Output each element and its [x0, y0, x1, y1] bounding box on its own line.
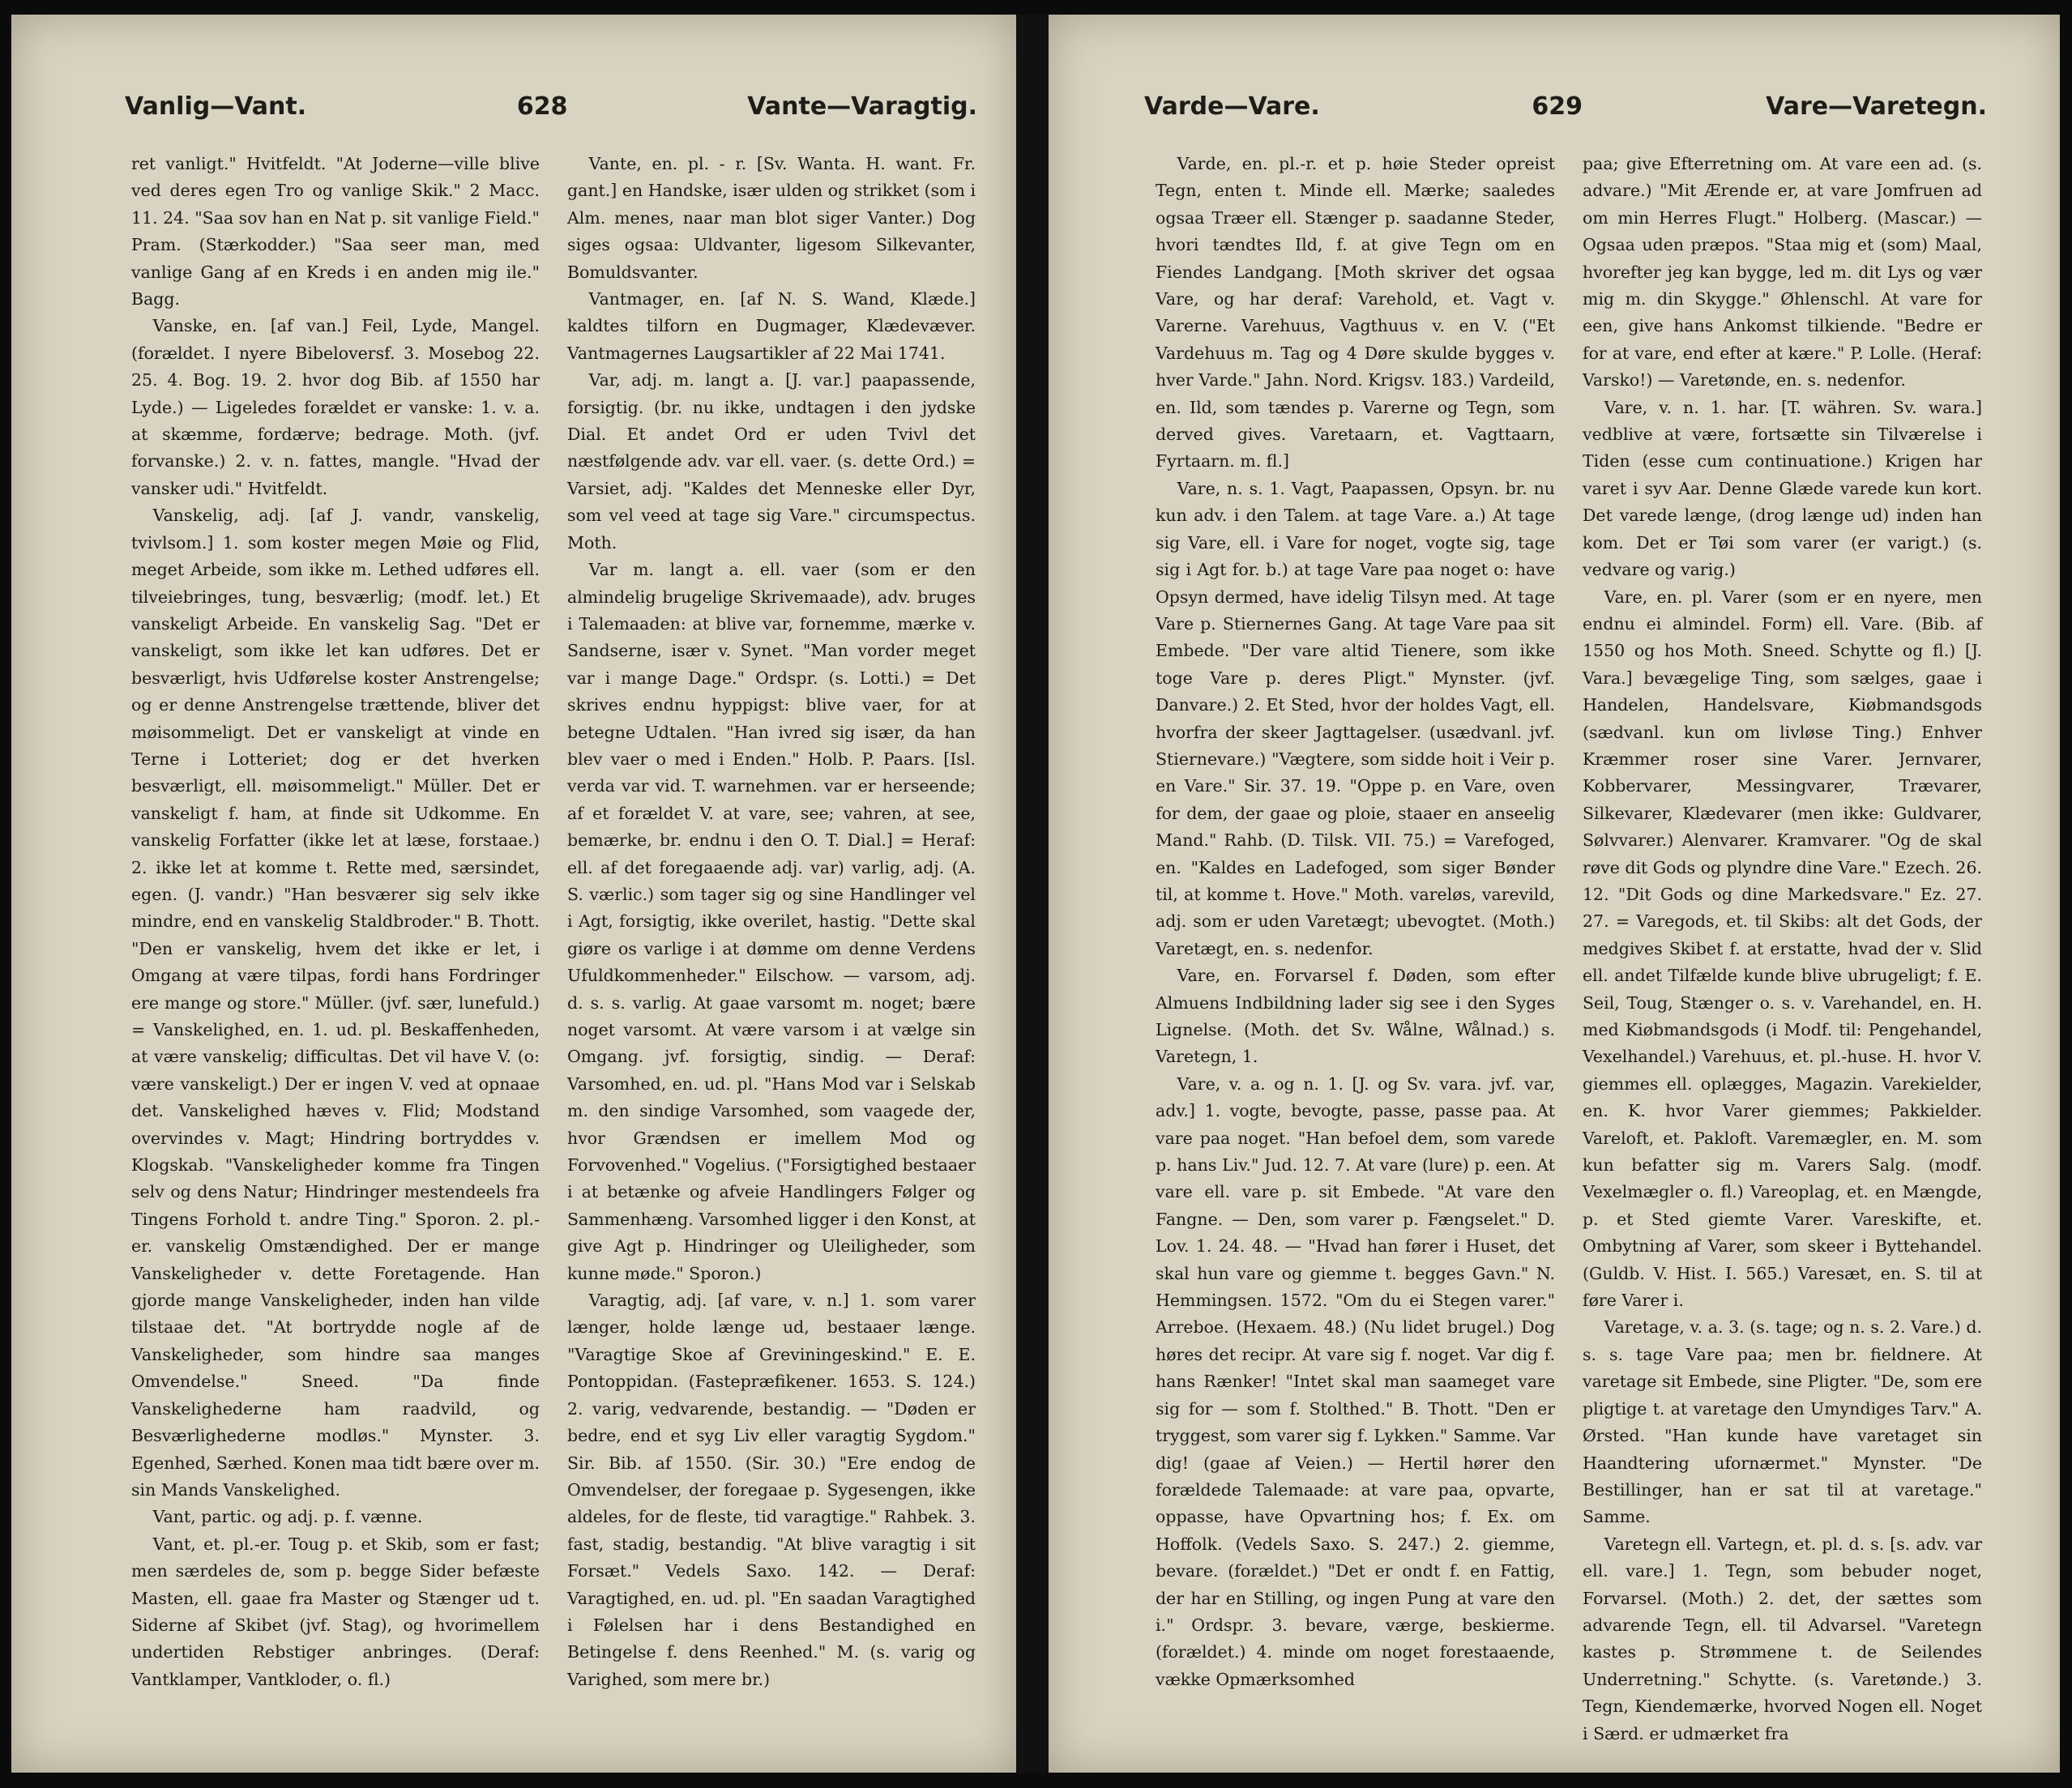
book-gutter [1016, 15, 1049, 1773]
right-page [1049, 15, 2060, 1773]
entry-paragraph: Vant, partic. og adj. p. f. vænne. [152, 1507, 423, 1527]
entry-paragraph: Vanske, en. [af van.] Feil, Lyde, Mangel. (forældet. I nyere Bibeloversf. 3. Mosebog 22. 25. 4. Bog. 19. 2. hvor dog Bib. af 1550 har Lyde.) — Ligeledes forældet er vanske: 1. v. a. at skæmme, fordærve; bedrage. Moth. (jvf. forvanske.) 2. v. n. fattes, mangle. "Hvad der vansker udi." Hvitfeldt. [131, 316, 540, 498]
left-page [11, 15, 1016, 1773]
left-header-guide-left: Vanlig—Vant. [125, 92, 307, 121]
entry-paragraph: Vare, en. Forvarsel f. Døden, som efter Almuens Indbildning lader sig see i den Syges Lignelse. (Moth. det Sv. Wålne, Wålnad.) s. Varetegn, 1. [1156, 966, 1555, 1067]
entry-paragraph: Vante, en. pl. - r. [Sv. Wanta. H. want. Fr. gant.] en Handske, især ulden og strikket (som i Alm. menes, naar man blot siger Vanter.) Dog siges ogsaa: Uldvanter, ligesom Silkevanter, Bomuldsvanter. [567, 154, 976, 282]
entry-paragraph: Varetegn ell. Vartegn, et. pl. d. s. [s. adv. var ell. vare.] 1. Tegn, som bebuder noget, Forvarsel. (Moth.) 2. det, der sættes som advarende Tegn, ell. til Advarsel. "Varetegn kastes p. Strømmene t. de Seilendes Underretning." Schytte. (s. Varetønde.) 3. Tegn, Kiendemærke, hvorved Nogen ell. Noget i Særd. er udmærket fra [1583, 1534, 1982, 1743]
left-header-guide-right: Vante—Varagtig. [747, 92, 977, 121]
entry-paragraph: ret vanligt." Hvitfeldt. "At Joderne—ville blive ved deres egen Tro og vanlige Skik." 2 Macc. 11. 24. "Saa sov han en Nat p. sit vanlige Field." Pram. (Stærkodder.) "Saa seer man, med vanlige Gang af en Kreds i en anden mig ile." Bagg. [131, 154, 540, 309]
entry-paragraph: Varetage, v. a. 3. (s. tage; og n. s. 2. Vare.) d. s. s. tage Vare paa; men br. fieldnere. At varetage sit Embede, sine Pligter. "De, som ere pligtige t. at varetage den Umyndiges Tarv." A. Ørsted. "Han kunde have varetaget sin Haandtering ufornærmet." Mynster. "De Bestillinger, han er sat til at varetage." Samme. [1583, 1317, 1982, 1527]
entry-paragraph: Varde, en. pl.-r. et p. høie Steder opreist Tegn, enten t. Minde ell. Mærke; saaledes ogsaa Træer ell. Stænger p. saadanne Steder, hvori tændtes Ild, f. at give Tegn om en Fiendes Landgang. [Moth skriver det ogsaa Vare, og har deraf: Varehold, et. Vagt v. Varerne. Varehuus, Vagthuus v. en V. ("Et Vardehuus m. Tag og 4 Døre skulde bygges v. hver Varde." Jahn. Nord. Krigsv. 183.) Vardeild, en. Ild, som tændes p. Varerne og Tegn, som derved gives. Varetaarn, et. Vagttaarn, Fyrtaarn. m. fl.] [1156, 154, 1555, 472]
left-page-number: 628 [516, 92, 568, 121]
left-running-head [125, 92, 977, 133]
entry-paragraph: Vantmager, en. [af N. S. Wand, Klæde.] kaldtes tilforn en Dugmager, Klædevæver. Vantmagernes Laugsartikler af 22 Mai 1741. [567, 289, 976, 363]
entry-paragraph: Vanskelig, adj. [af J. vandr, vanskelig, tvivlsom.] 1. som koster megen Møie og Flid, meget Arbeide, som ikke m. Lethed udføres ell. tilveiebringes, tung, besværlig; (modf. let.) Et vanskeligt Arbeide. En vanskelig Sag. "Det er vanskeligt, som ikke let kan udføres. Det er besværligt, hvis Udførelse koster Anstrengelse; og er denne Anstrengelse trættende, bliver det møisommeligt. Det er vanskeligt at vinde en Terne i Lotteriet; dog er det hverken besværligt, ell. møisommeligt." Müller. Det er vanskeligt f. ham, at finde sit Udkomme. En vanskelig Forfatter (ikke let at læse, forstaae.) 2. ikke let at komme t. Rette med, særsindet, egen. (J. vandr.) "Han besværer sig selv ikke mindre, end en vanskelig Staldbroder." B. Thott. "Den er vanskelig, hvem det ikke er let, i Omgang at være tilpas, fordi hans Fordringer ere mange og store." Müller. (jvf. sær, lunefuld.) = Vanskelighed, en. 1. ud. pl. Beskaffenheden, at være vanskelig; difficultas. Det vil have V. (o: være vanskeligt.) Der er ingen V. ved at opnaae det. Vanskelighed hæves v. Flid; Modstand overvindes v. Magt; Hindring bortryddes v. Klogskab. "Vanskeligheder komme fra Tingen selv og dens Natur; Hindringer mestendeels fra Tingens Forhold t. andre Ting." Sporon. 2. pl.-er. vanskelig Omstændighed. Der er mange Vanskeligheder v. dette Foretagende. Han gjorde mange Vanskeligheder, inden han vilde tilstaae det. "At bortrydde nogle af de Vanskeligheder, som hindre saa manges Omvendelse." Sneed. "Da finde Vanskelighederne ham raadvild, og Besværlighederne modløs." Mynster. 3. Egenhed, Særhed. Konen maa tidt bære over m. sin Mands Vanskelighed. [131, 506, 540, 1500]
right-header-guide-left: Varde—Vare. [1144, 92, 1320, 121]
entry-paragraph: Varagtig, adj. [af vare, v. n.] 1. som varer længer, holde længe ud, bestaaer længe. "Varagtige Skoe af Greviningeskind." E. E. Pontoppidan. (Fastepræfikener. 1653. S. 124.) 2. varig, vedvarende, bestandig. — "Døden er bedre, end et syg Liv eller varagtig Sygdom." Sir. Bib. af 1550. (Sir. 30.) "Ere endog de Omvendelser, der foregaae p. Sygesengen, ikke aldeles, for de fleste, tid varagtige." Rahbek. 3. fast, stadig, bestandig. "At blive varagtig i sit Forsæt." Vedels Saxo. 142. — Deraf: Varagtighed, en. ud. pl. "En saadan Varagtighed i Følelsen har i dens Bestandighed en Betingelse f. dens Reenhed." M. (s. varig og Varighed, som mere br.) [567, 1291, 976, 1689]
entry-paragraph: Vare, en. pl. Varer (som er en nyere, men endnu ei almindel. Form) ell. Vare. (Bib. af 1550 og hos Moth. Sneed. Schytte og fl.) [J. Vara.] bevægelige Ting, som sælges, gaae i Handelen, Handelsvare, Kiøbmandsgods (sædvanl. kun om livløse Ting.) Enhver Kræmmer roser sine Varer. Jernvarer, Kobbervarer, Messingvarer, Trævarer, Silkevarer, Klædevarer (men ikke: Guldvarer, Sølvvarer.) Alenvarer. Kramvarer. "Og de skal røve dit Gods og plyndre dine Vare." Ezech. 26. 12. "Dit Gods og dine Markedsvare." Ez. 27. 27. = Varegods, et. til Skibs: alt det Gods, der medgives Skibet f. at erstatte, hvad der v. Slid ell. andet Tilfælde kunde blive ubrugeligt; f. E. Seil, Toug, Stænger o. s. v. Varehandel, en. H. med Kiøbmandsgods (i Modf. til: Pengehandel, Vexelhandel.) Varehuus, et. pl.-huse. H. hvor V. giemmes ell. oplægges, Magazin. Varekielder, en. K. hvor Varer giemmes; Pakkielder. Vareloft, et. Pakloft. Varemægler, en. M. som kun befatter sig m. Varers Salg. (modf. Vexelmægler o. fl.) Vareoplag, et. en Mængde, p. et Sted giemte Varer. Vareskifte, et. Ombytning af Varer, som skeer i Byttehandel. (Guldb. V. Hist. I. 565.) Varesæt, en. S. til at føre Varer i. [1583, 587, 1982, 1311]
right-column-1 [1156, 151, 1555, 1732]
entry-paragraph: Var m. langt a. ell. vaer (som er den almindelig brugelige Skrivemaade), adv. bruges i Talemaaden: at blive var, fornemme, mærke v. Sandserne, især v. Synet. "Man vorder meget var i mange Dage." Ordspr. (s. Lotti.) = Det skrives endnu hyppigst: blive vaer, for at betegne Udtalen. "Han ivred sig især, da han blev vaer o med i Enden." Holb. P. Paars. [Isl. verda var vid. T. warnehmen. var er herseende; af et forældet V. at vare, see; vahren, at see, bemærke, br. endnu i den O. T. Dial.] = Heraf: ell. af det foregaaende adj. var) varlig, adj. (A. S. værlic.) som tager sig og sine Handlinger vel i Agt, forsigtig, ikke overilet, hastig. "Dette skal giøre os varlige i at dømme om denne Verdens Ufuldkommenheder." Eilschow. — varsom, adj. d. s. s. varlig. At gaae varsomt m. noget; bære noget varsomt. At være varsom i at vælge sin Omgang. jvf. forsigtig, sindig. — Deraf: Varsomhed, en. ud. pl. "Hans Mod var i Selskab m. den sindige Varsomhed, som vaagede der, hvor Grændsen er imellem Mod og Forvovenhed." Vogelius. ("Forsigtighed bestaaer i at betænke og afveie Handlingers Følger og Sammenhæng. Varsomhed ligger i den Konst, at give Agt p. Hindringer og Uleiligheder, som kunne møde." Sporon.) [567, 560, 976, 1283]
entry-paragraph: paa; give Efterretning om. At vare een ad. (s. advare.) "Mit Ærende er, at vare Jomfruen ad om min Herres Flugt." Holberg. (Mascar.) — Ogsaa uden præpos. "Staa mig et (som) Maal, hvorefter jeg kan bygge, led m. dit Lys og vær mig m. din Skygge." Øhlenschl. At vare for een, give hans Ankomst tilkiende. "Bedre er for at vare, end efter at kære." P. Lolle. (Heraf: Varsko!) — Varetønde, en. s. nedenfor. [1583, 154, 1982, 390]
right-column-2 [1583, 151, 1982, 1743]
entry-paragraph: Vare, v. n. 1. har. [T. währen. Sv. wara.] vedblive at være, fortsætte sin Tilværelse i Tiden (esse cum continuatione.) Krigen har varet i syv Aar. Denne Glæde varede kun kort. Det varede længe, (drog længe ud) inden han kom. Det er Tøi som varer (er varigt.) (s. vedvare og varig.) [1583, 397, 1982, 580]
right-header-guide-right: Vare—Varetegn. [1766, 92, 1987, 121]
left-column-2 [567, 151, 976, 1732]
entry-paragraph: Vare, v. a. og n. 1. [J. og Sv. vara. jvf. var, adv.] 1. vogte, bevogte, passe, passe paa. At vare paa noget. "Han befoel dem, som varede p. hans Liv." Jud. 12. 7. At vare (lure) p. een. At vare ell. vare p. sit Embede. "At vare den Fangne. — Den, som varer p. Fængselet." D. Lov. 1. 24. 48. — "Hvad han fører i Huset, det skal hun vare og giemme t. begges Gavn." N. Hemmingsen. 1572. "Om du ei Stegen varer." Arreboe. (Hexaem. 48.) (Nu lidet brugel.) Dog høres det recipr. At vare sig f. noget. Var dig f. hans Rænker! "Intet skal man saameget vare sig for — som f. Stolthed." B. Thott. "Den er tryggest, som varer sig f. Lykken." Samme. Var dig! (gaae af Veien.) — Hertil hører den forældede Talemaade: at vare paa, opvarte, oppasse, have Opvartning hos; f. Ex. om Hoffolk. (Vedels Saxo. S. 247.) 2. giemme, bevare. (forældet.) "Det er ondt f. en Fattig, der har en Stilling, og ingen Pung at vare den i." Ordspr. 3. bevare, værge, beskierme. (forældet.) 4. minde om noget forestaaende, vække Opmærksomhed [1156, 1073, 1555, 1689]
entry-paragraph: Var, adj. m. langt a. [J. var.] paapassende, forsigtig. (br. nu ikke, undtagen i den jydske Dial. Et andet Ord er uden Tvivl det næstfølgende adv. var ell. vaer. (s. dette Ord.) = Varsiet, adj. "Kaldes det Menneske eller Dyr, som vel veed at tage sig Vare." circumspectus. Moth. [567, 370, 976, 553]
entry-paragraph: Vare, n. s. 1. Vagt, Paapassen, Opsyn. br. nu kun adv. i den Talem. at tage Vare. a.) At tage sig Vare, ell. i Vare for noget, vogte sig, tage sig i Agt for. b.) at tage Vare paa noget o: have Opsyn dermed, have idelig Tilsyn med. At tage Vare p. Stiernernes Gang. At tage Vare paa sit Embede. "Der vare altid Tienere, som ikke toge Vare p. deres Pligt." Mynster. (jvf. Danvare.) 2. Et Sted, hvor der holdes Vagt, ell. hvorfra der skeer Jagttagelser. (usædvanl. jvf. Stiernevare.) "Vægtere, som sidde hoit i Veir p. en Vare." Sir. 37. 19. "Oppe p. en Vare, oven for dem, der gaae og ploie, staaer en anseelig Mand." Rahb. (D. Tilsk. VII. 75.) = Varefoged, en. "Kaldes en Ladefoged, som siger Bønder til, at komme t. Hove." Moth. vareløs, varevild, adj. som er uden Varetægt; ubevogtet. (Moth.) Varetægt, en. s. nedenfor. [1156, 478, 1555, 958]
entry-paragraph: Vant, et. pl.-er. Toug p. et Skib, som er fast; men særdeles de, som p. begge Sider befæste Masten, ell. gaae fra Master og Stænger ud t. Siderne af Skibet (jvf. Stag), og hvorimellem undertiden Rebstiger anbringes. (Deraf: Vantklamper, Vantkloder, o. fl.) [131, 1534, 540, 1689]
left-column-1 [131, 151, 540, 1732]
left-page-columns [131, 151, 976, 1732]
right-running-head [1144, 92, 1987, 133]
right-page-number: 629 [1532, 92, 1583, 121]
right-page-columns [1156, 151, 1982, 1743]
